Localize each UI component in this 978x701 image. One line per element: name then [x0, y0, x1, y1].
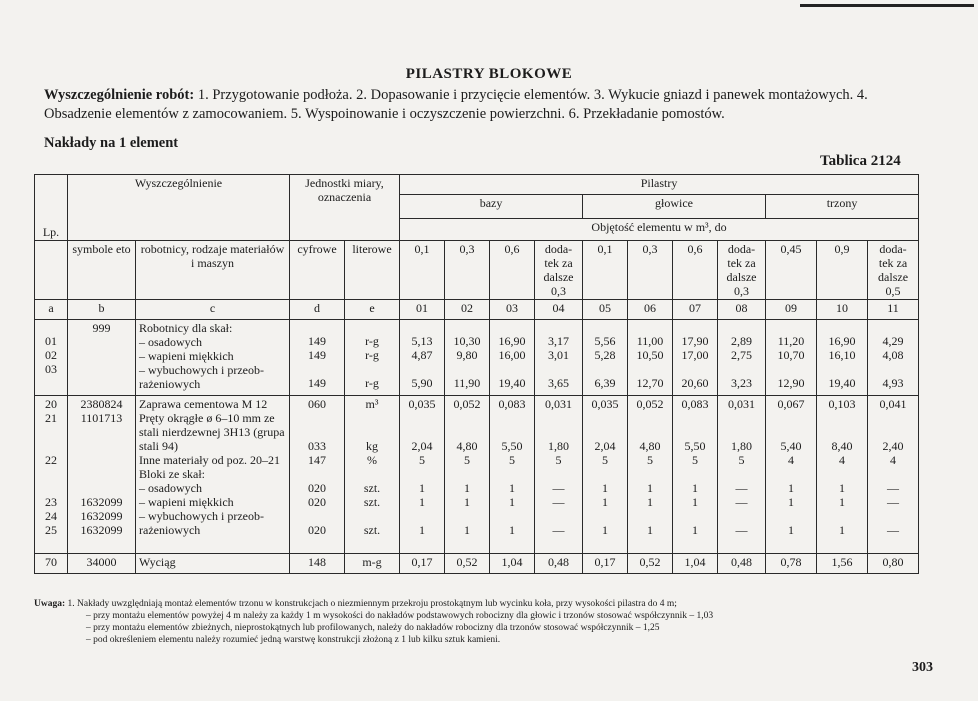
- value-cell: 10,30 9,80 11,90: [445, 320, 490, 396]
- page-title: PILASTRY BLOKOWE: [405, 66, 573, 82]
- norms-table: [34, 174, 919, 574]
- vol-header: 0,1: [400, 241, 445, 300]
- value-cell: 17,90 17,00 20,60: [673, 320, 718, 396]
- vol-header: 0,3: [628, 241, 673, 300]
- unit-letter-cell: m³ kg % szt. szt. szt.: [345, 396, 400, 554]
- note-line: – przy montażu elementów zbieżnych, nieprostokątnych lub profilowanych, należy do nakładów robocizny dla trzonów stosować współczynnik – 1,25: [86, 623, 660, 633]
- desc-cell: Wyciąg: [136, 554, 290, 574]
- col-code: 03: [490, 300, 535, 320]
- notes: [34, 598, 934, 646]
- unit-letter-cell: m-g: [345, 554, 400, 574]
- symbol-cell: 999: [68, 320, 136, 396]
- table-number: Tablica 2124: [820, 153, 901, 169]
- symbol-cell: 2380824 1101713 1632099 1632099 1632099: [68, 396, 136, 554]
- value-cell: 0,083 5,50 5 1 1 1: [490, 396, 535, 554]
- desc-cell: Zaprawa cementowa M 12 Pręty okrągłe ø 6–10 mm ze stali nierdzewnej 3H13 (grupa stali 94) Inne materiały od poz. 20–21 Bloki ze skał: – osadowych – wapieni miękkich – wybuchowych i przeob- rażeniowych: [136, 396, 290, 554]
- value-cell: 16,90 16,00 19,40: [490, 320, 535, 396]
- value-cell: 11,00 10,50 12,70: [628, 320, 673, 396]
- pilastry-header: Pilastry: [400, 175, 919, 195]
- value-cell: 5,13 4,87 5,90: [400, 320, 445, 396]
- note-line: [34, 598, 934, 610]
- col-code: 11: [868, 300, 919, 320]
- vol-header: doda- tek za dalsze 0,5: [868, 241, 919, 300]
- value-cell: 0,035 2,04 5 1 1 1: [400, 396, 445, 554]
- wyszczegolnienie-header: Wyszczególnienie: [68, 175, 290, 241]
- value-cell: 5,56 5,28 6,39: [583, 320, 628, 396]
- table-row-materials: [35, 396, 919, 554]
- vol-header: 0,1: [583, 241, 628, 300]
- lp-cell: 01 02 03: [35, 320, 68, 396]
- col-letter: b: [68, 300, 136, 320]
- desc-cell: Robotnicy dla skał: – osadowych – wapieni miękkich – wybuchowych i przeob- rażeniowych: [136, 320, 290, 396]
- value-cell: 2,89 2,75 3,23: [718, 320, 766, 396]
- vol-header: 0,3: [445, 241, 490, 300]
- value-cell: 0,80: [868, 554, 919, 574]
- value-cell: 0,78: [766, 554, 817, 574]
- naklady-heading: Nakłady na 1 element: [44, 135, 179, 151]
- note-line: – przy montażu elementów powyżej 4 m należy za każdy 1 m wysokości do nakładów podstawowych robocizny dla głowic i trzonów stosować współczynnik – 1,03: [86, 611, 714, 621]
- literowe-header: literowe: [345, 241, 400, 300]
- unit-code-cell: 060 033 147 020 020 020: [290, 396, 345, 554]
- intro-label: Wyszczególnienie robót:: [44, 87, 195, 103]
- value-cell: 16,90 16,10 19,40: [817, 320, 868, 396]
- unit-code-cell: 149 149 149: [290, 320, 345, 396]
- value-cell: 0,031 1,80 5 — — —: [535, 396, 583, 554]
- vol-header: 0,9: [817, 241, 868, 300]
- symbole-header: symbole eto: [68, 241, 136, 300]
- value-cell: 1,04: [490, 554, 535, 574]
- value-cell: 1,04: [673, 554, 718, 574]
- value-cell: 0,48: [535, 554, 583, 574]
- value-cell: 0,035 2,04 5 1 1 1: [583, 396, 628, 554]
- robotnicy-header: robotnicy, rodzaje materiałów i maszyn: [136, 241, 290, 300]
- value-cell: 0,041 2,40 4 — — —: [868, 396, 919, 554]
- intro-paragraph: [44, 86, 924, 124]
- symbol-cell: 34000: [68, 554, 136, 574]
- col-code: 05: [583, 300, 628, 320]
- col-code: 02: [445, 300, 490, 320]
- table-row-equipment: [35, 554, 919, 574]
- note-line: – pod określeniem elementu należy rozumieć jedną warstwę konstrukcji złożoną z 1 lub kilku sztuk kamieni.: [86, 635, 501, 645]
- unit-letter-cell: r-g r-g r-g: [345, 320, 400, 396]
- jednostki-header: Jednostki miary, oznaczenia: [290, 175, 400, 241]
- value-cell: 0,52: [445, 554, 490, 574]
- bazy-header: bazy: [400, 195, 583, 219]
- col-letter: e: [345, 300, 400, 320]
- vol-header: doda- tek za dalsze 0,3: [535, 241, 583, 300]
- lp-header: Lp.: [35, 175, 68, 241]
- col-code: 06: [628, 300, 673, 320]
- col-code: 10: [817, 300, 868, 320]
- note-text: 1. Nakłady uwzględniają montaż elementów trzonu w konstrukcjach o niezmiennym przekroju prostokątnym lub wycinku koła, przy wysokości pilastra do 4 m;: [67, 599, 677, 609]
- lp-cell: 20 21 22 23 24 25: [35, 396, 68, 554]
- value-cell: 11,20 10,70 12,90: [766, 320, 817, 396]
- value-cell: 0,48: [718, 554, 766, 574]
- value-cell: 3,17 3,01 3,65: [535, 320, 583, 396]
- value-cell: 0,083 5,50 5 1 1 1: [673, 396, 718, 554]
- col-code: 09: [766, 300, 817, 320]
- vol-header: doda- tek za dalsze 0,3: [718, 241, 766, 300]
- cyfrowe-header: cyfrowe: [290, 241, 345, 300]
- intro-text: 1. Przygotowanie podłoża. 2. Dopasowanie i przycięcie elementów. 3. Wykucie gniazd i panewek montażowych. 4. Obsadzenie elementów z zamocowaniem. 5. Wyspoinowanie i oczyszczenie powierzchni. 6. Przekładanie pomostów.: [44, 87, 868, 122]
- col-code: 08: [718, 300, 766, 320]
- objetosc-header: Objętość elementu w m³, do: [400, 219, 919, 241]
- value-cell: 0,52: [628, 554, 673, 574]
- value-cell: 0,067 5,40 4 1 1 1: [766, 396, 817, 554]
- col-letter: a: [35, 300, 68, 320]
- lp-subheader: [35, 241, 68, 300]
- vol-header: 0,6: [490, 241, 535, 300]
- col-letter: c: [136, 300, 290, 320]
- value-cell: 0,103 8,40 4 1 1 1: [817, 396, 868, 554]
- vol-header: 0,45: [766, 241, 817, 300]
- glowice-header: głowice: [583, 195, 766, 219]
- vol-header: 0,6: [673, 241, 718, 300]
- value-cell: 0,17: [583, 554, 628, 574]
- notes-label: Uwaga:: [34, 599, 66, 609]
- value-cell: 0,031 1,80 5 — — —: [718, 396, 766, 554]
- col-code: 04: [535, 300, 583, 320]
- col-code: 07: [673, 300, 718, 320]
- trzony-header: trzony: [766, 195, 919, 219]
- col-letter: d: [290, 300, 345, 320]
- page-number: 303: [912, 660, 933, 675]
- value-cell: 0,17: [400, 554, 445, 574]
- table-row-labor: [35, 320, 919, 396]
- value-cell: 4,29 4,08 4,93: [868, 320, 919, 396]
- col-code: 01: [400, 300, 445, 320]
- value-cell: 1,56: [817, 554, 868, 574]
- unit-code-cell: 148: [290, 554, 345, 574]
- lp-cell: 70: [35, 554, 68, 574]
- value-cell: 0,052 4,80 5 1 1 1: [628, 396, 673, 554]
- top-rule: [800, 4, 974, 7]
- value-cell: 0,052 4,80 5 1 1 1: [445, 396, 490, 554]
